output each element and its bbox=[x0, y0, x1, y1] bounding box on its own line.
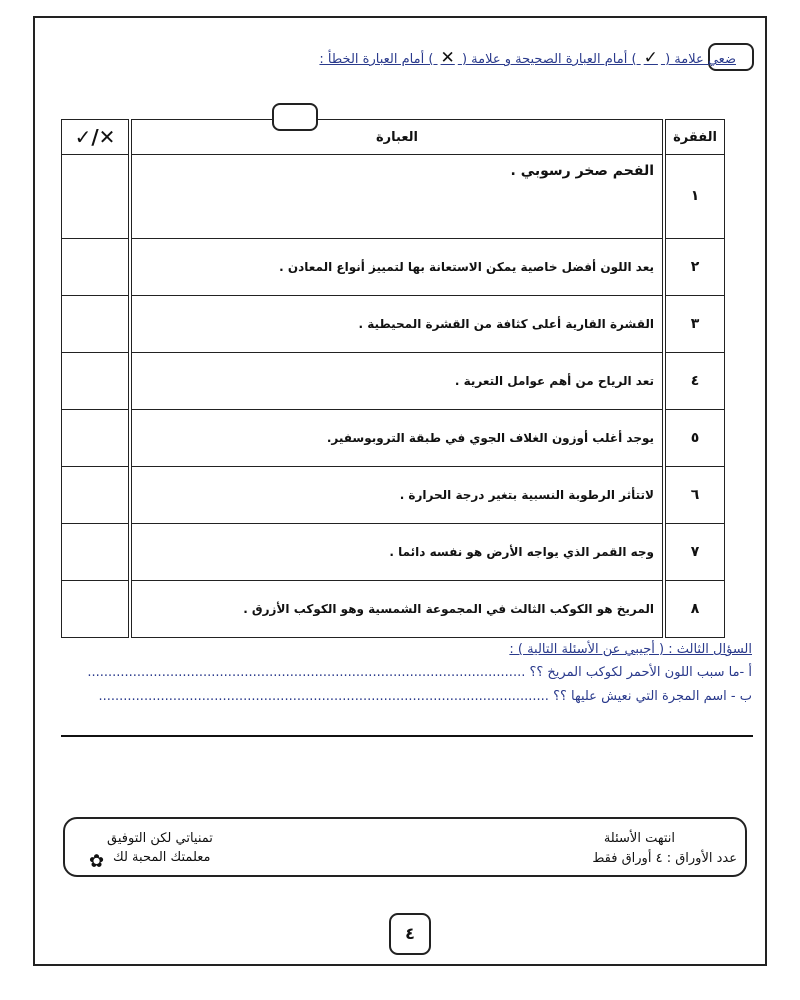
question3-b bbox=[98, 689, 752, 704]
row-statement: يعد اللون أفضل خاصية يمكن الاستعانة بها لتمييز أنواع المعادن . bbox=[130, 238, 664, 295]
row-number: ١ bbox=[664, 155, 725, 239]
row-statement: لاتتأثر الرطوبة النسبية بتغير درجة الحرارة . bbox=[130, 466, 664, 523]
row-number: ٨ bbox=[664, 580, 725, 637]
check-icon: ✓ bbox=[643, 48, 658, 68]
answer-cell[interactable] bbox=[62, 295, 131, 352]
table-row bbox=[62, 409, 725, 466]
row-number: ٤ bbox=[664, 352, 725, 409]
row-number: ٢ bbox=[664, 238, 725, 295]
row-statement: القشرة القارية أعلى كثافة من القشرة المحيطية . bbox=[130, 295, 664, 352]
header-answer: ✕/✓ bbox=[62, 120, 131, 155]
table-row bbox=[62, 238, 725, 295]
table-row bbox=[62, 523, 725, 580]
header-statement: العبارة bbox=[130, 120, 664, 155]
instruction-end: ) أمام العبارة الخطأ : bbox=[319, 52, 434, 67]
true-false-table bbox=[61, 119, 725, 638]
header-number: الفقرة bbox=[664, 120, 725, 155]
row-statement: يوجد أغلب أوزون الغلاف الجوي في طبقة التروبوسفير. bbox=[130, 409, 664, 466]
footer-teacher-text: معلمتك المحبة لك bbox=[113, 850, 211, 865]
question3-b-text: ب - اسم المجرة التي نعيش عليها ؟؟ bbox=[553, 689, 752, 704]
x-icon: ✕ bbox=[440, 48, 455, 68]
row-statement: الفحم صخر رسوبي . bbox=[130, 155, 664, 239]
row-number: ٧ bbox=[664, 523, 725, 580]
table-header-row bbox=[62, 120, 725, 155]
table-row bbox=[62, 352, 725, 409]
instruction-line bbox=[319, 48, 736, 68]
question3-a-text: أ -ما سبب اللون الأحمر لكوكب المريخ ؟؟ bbox=[529, 665, 752, 680]
answer-cell[interactable] bbox=[62, 466, 131, 523]
answer-line-b[interactable]: ............................................................................................................. bbox=[98, 689, 549, 704]
table-row bbox=[62, 466, 725, 523]
answer-cell[interactable] bbox=[62, 523, 131, 580]
row-statement: وجه القمر الذي يواجه الأرض هو نفسه دائما . bbox=[130, 523, 664, 580]
section-divider bbox=[61, 735, 753, 737]
answer-cell[interactable] bbox=[62, 352, 131, 409]
footer-end-text: انتهت الأسئلة bbox=[603, 831, 675, 846]
answer-cell[interactable] bbox=[62, 409, 131, 466]
table-row bbox=[62, 155, 725, 239]
instruction-start: ضعي علامة ( bbox=[665, 52, 736, 67]
footer-wish-text: تمنياتي لكن التوفيق bbox=[107, 831, 213, 846]
page-number: ٤ bbox=[389, 913, 431, 955]
answer-cell[interactable] bbox=[62, 155, 131, 239]
instruction-middle: ) أمام العبارة الصحيحة و علامة ( bbox=[461, 52, 637, 67]
answer-line-a[interactable]: .......................................................................................................... bbox=[87, 665, 526, 680]
row-statement: تعد الرياح من أهم عوامل التعرية . bbox=[130, 352, 664, 409]
table-row bbox=[62, 295, 725, 352]
score-box-table[interactable] bbox=[272, 103, 318, 131]
row-number: ٣ bbox=[664, 295, 725, 352]
footer-pages-text: عدد الأوراق : ٤ أوراق فقط bbox=[592, 851, 737, 866]
footer-box bbox=[63, 817, 747, 877]
row-number: ٥ bbox=[664, 409, 725, 466]
row-number: ٦ bbox=[664, 466, 725, 523]
answer-cell[interactable] bbox=[62, 238, 131, 295]
row-statement: المريخ هو الكوكب الثالث في المجموعة الشمسية وهو الكوكب الأزرق . bbox=[130, 580, 664, 637]
answer-cell[interactable] bbox=[62, 580, 131, 637]
table-row bbox=[62, 580, 725, 637]
question3-title: السؤال الثالث : ( أجيبي عن الأسئلة التالية ) : bbox=[509, 642, 752, 657]
flower-icon: ✿ bbox=[89, 851, 105, 872]
question3-a bbox=[87, 665, 752, 680]
